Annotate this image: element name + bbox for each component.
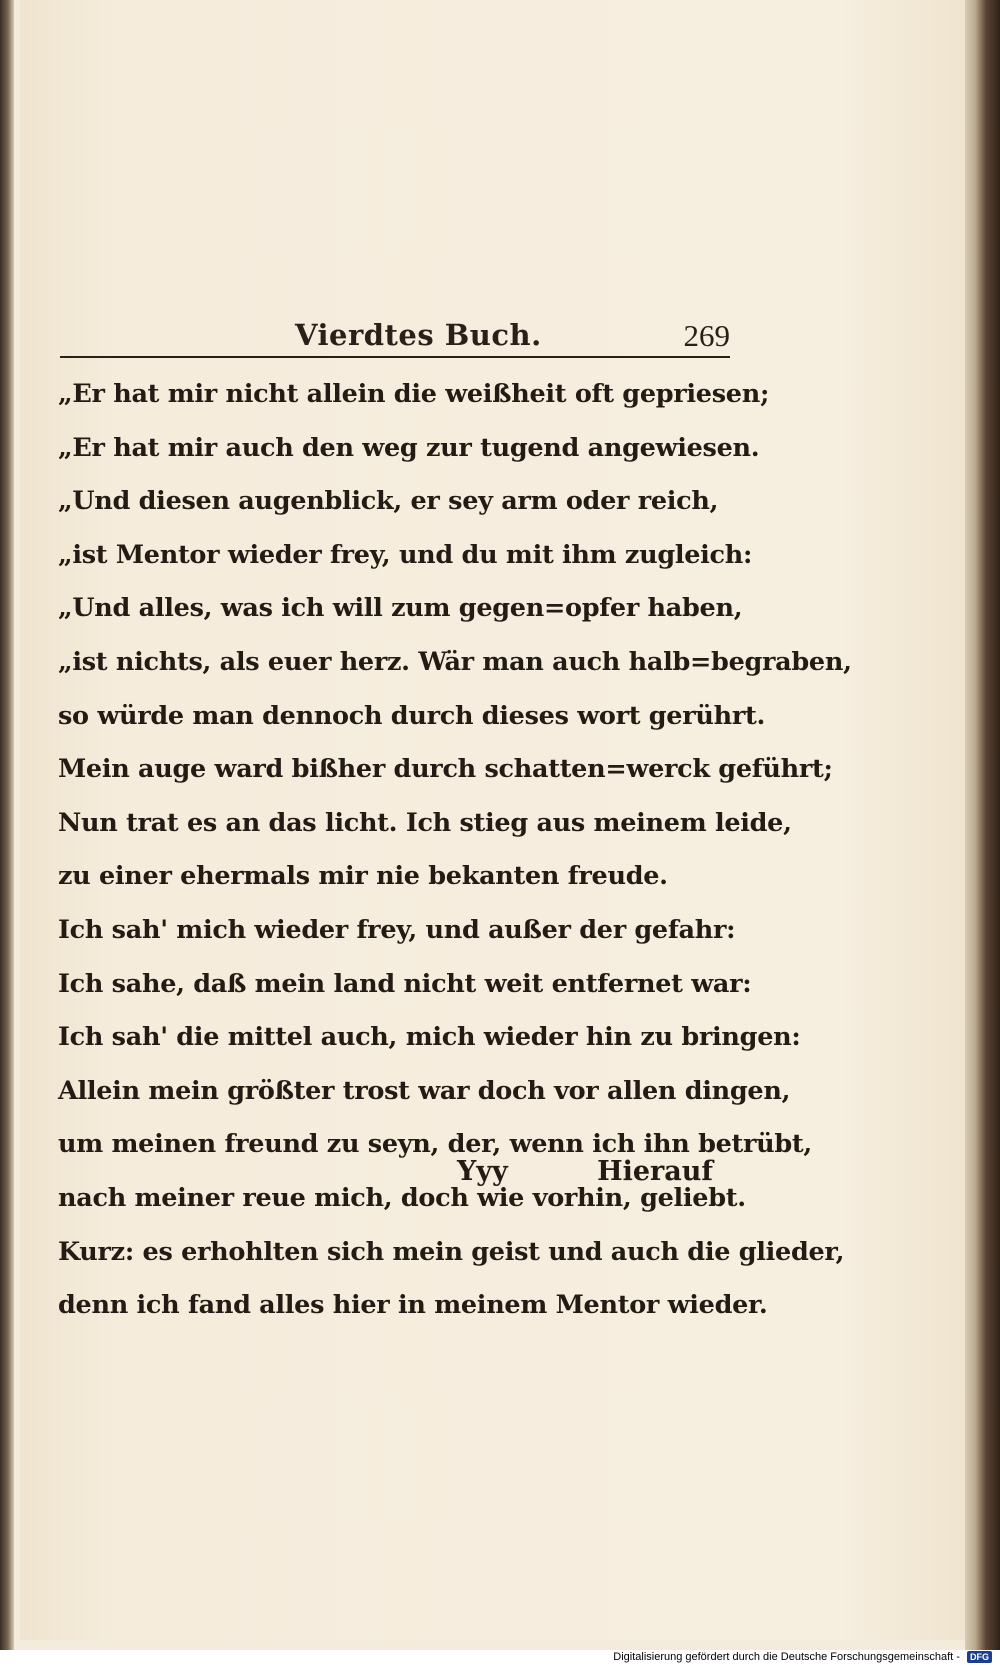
running-title: Vierdtes Buch. (295, 318, 542, 352)
credit-text: Digitalisierung gefördert durch die Deutsche Forschungsgemeinschaft - (613, 1651, 960, 1663)
page-header (60, 318, 730, 358)
verse-line: „ist nichts, als euer herz. Wär man auch halb=begraben, (58, 646, 852, 677)
right-binding-edge (965, 0, 1000, 1650)
dfg-logo-icon: DFG (967, 1651, 992, 1663)
verse-line: Ich sah' die mittel auch, mich wieder hin zu bringen: (58, 1022, 801, 1053)
verse-line: „Und alles, was ich will zum gegen=opfer haben, (58, 593, 743, 624)
verse-line: „ist Mentor wieder frey, und du mit ihm zugleich: (58, 539, 753, 570)
verse-line: „Er hat mir auch den weg zur tugend angewiesen. (58, 432, 760, 463)
catchword: Hierauf (597, 1156, 713, 1187)
verse-line: Kurz: es erhohlten sich mein geist und auch die glieder, (58, 1236, 845, 1267)
verse-line: Mein auge ward bißher durch schatten=werck geführt; (58, 754, 833, 785)
verse-line: nach meiner reue mich, doch wie vorhin, geliebt. (58, 1182, 746, 1213)
left-binding-edge (0, 0, 14, 1650)
digitization-credit (613, 1650, 992, 1665)
verse-line: Nun trat es an das licht. Ich stieg aus meinem leide, (58, 807, 792, 838)
verse-line: um meinen freund zu seyn, der, wenn ich ihn betrübt, (58, 1129, 812, 1160)
verse-line: „Und diesen augenblick, er sey arm oder reich, (58, 486, 719, 517)
book-page (20, 0, 981, 1640)
verse-line: „Er hat mir nicht allein die weißheit oft gepriesen; (58, 379, 770, 409)
verse-line: Ich sah' mich wieder frey, und außer der gefahr: (58, 914, 736, 945)
verse-line: denn ich fand alles hier in meinem Mentor wieder. (58, 1290, 768, 1321)
verse-line: so würde man dennoch durch dieses wort gerührt. (58, 700, 766, 731)
verse-line: Ich sahe, daß mein land nicht weit entfernet war: (58, 968, 752, 999)
verse-line: Allein mein größter trost war doch vor allen dingen, (58, 1075, 791, 1106)
signature-mark: Yyy (457, 1156, 508, 1187)
page-number: 269 (683, 318, 730, 353)
verse-block (58, 368, 852, 1333)
verse-line: zu einer ehermals mir nie bekanten freude. (58, 861, 668, 892)
